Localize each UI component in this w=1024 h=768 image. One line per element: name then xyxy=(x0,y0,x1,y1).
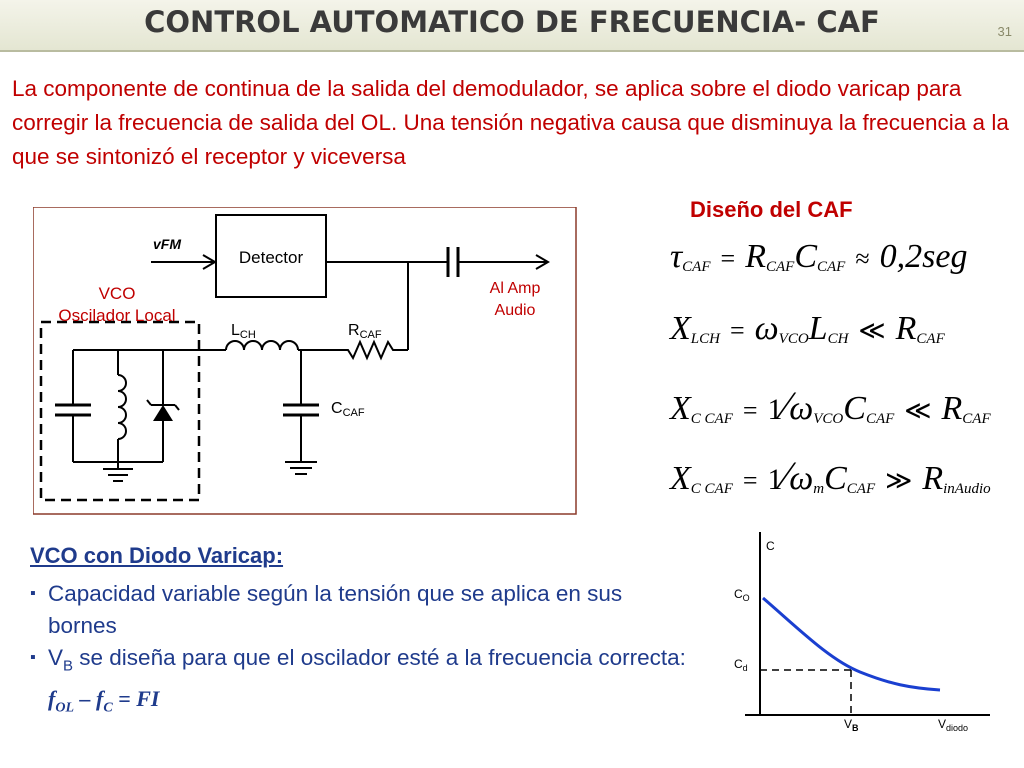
fi-formula: $f_{OL} - f_C$ = FI xyxy=(48,685,160,715)
bullet-capacity: ▪ Capacidad variable según la tensión que se aplica en sus bornes xyxy=(30,578,690,642)
vfm-label: vFM xyxy=(153,236,181,252)
vco-bullet-list xyxy=(30,578,690,724)
tank-inductor xyxy=(118,375,126,439)
audio-label-2: Audio xyxy=(494,302,536,319)
y-tick-cd: $C_d$ xyxy=(734,657,748,673)
x-axis-label: $V_{diodo}$ xyxy=(938,717,969,733)
y-tick-co: $C_O$ xyxy=(734,587,750,603)
vco-dashed-box xyxy=(41,322,199,500)
equation-xccaf-vco: $X_{C CAF}$ = $1⁄\omega_{VCO}C_{CAF}$ ≪ $R_{CAF}$ xyxy=(670,383,991,428)
design-title: Diseño del CAF xyxy=(690,197,853,222)
varicap-diode xyxy=(153,405,173,421)
capacitance-voltage-graph xyxy=(720,520,1010,760)
x-tick-vb: $V_B$ xyxy=(844,717,859,733)
lch-label: LCH xyxy=(231,322,256,341)
bullet-vb: ▪ $V_B$ se diseña para que el oscilador esté a la frecuencia correcta: $f_{OL} - f_C$ = FI xyxy=(30,642,690,724)
vco-section-title: VCO con Diodo Varicap: xyxy=(30,543,284,568)
slide-title: CONTROL AUTOMATICO DE FRECUENCIA- CAF xyxy=(144,5,880,39)
caf-circuit-diagram xyxy=(33,207,578,517)
equation-xlch: $X_{LCH} = \omega_{VCO}L_{CH}$ ≪ $R_{CAF}$ xyxy=(670,310,945,348)
slide-number: 31 xyxy=(997,24,1012,39)
equation-tau: $\tau_{CAF} = R_{CAF}C_{CAF} \approx 0,2seg$ xyxy=(670,238,968,276)
detector-label: Detector xyxy=(238,248,304,267)
intro-paragraph: La componente de continua de la salida del demodulador, se aplica sobre el diodo varicap para corregir la frecuencia de salida del OL. Una tensión negativa causa que disminuya la frecuencia a la que se sintonizó el receptor y viceversa xyxy=(12,76,1009,169)
audio-label-1: Al Amp xyxy=(489,280,541,297)
ccaf-label: CCAF xyxy=(331,400,365,419)
rcaf-label: RCAF xyxy=(348,322,382,341)
lch-inductor xyxy=(226,341,298,350)
rcaf-resistor xyxy=(318,342,408,358)
y-axis-label: C xyxy=(766,539,775,553)
vco-label-2: Oscilador Local xyxy=(58,306,176,325)
vco-label-1: VCO xyxy=(98,284,136,303)
equation-xccaf-m: $X_{C CAF}$ = $1⁄\omega_mC_{CAF}$ ≫ $R_{inAudio}$ xyxy=(670,453,991,498)
